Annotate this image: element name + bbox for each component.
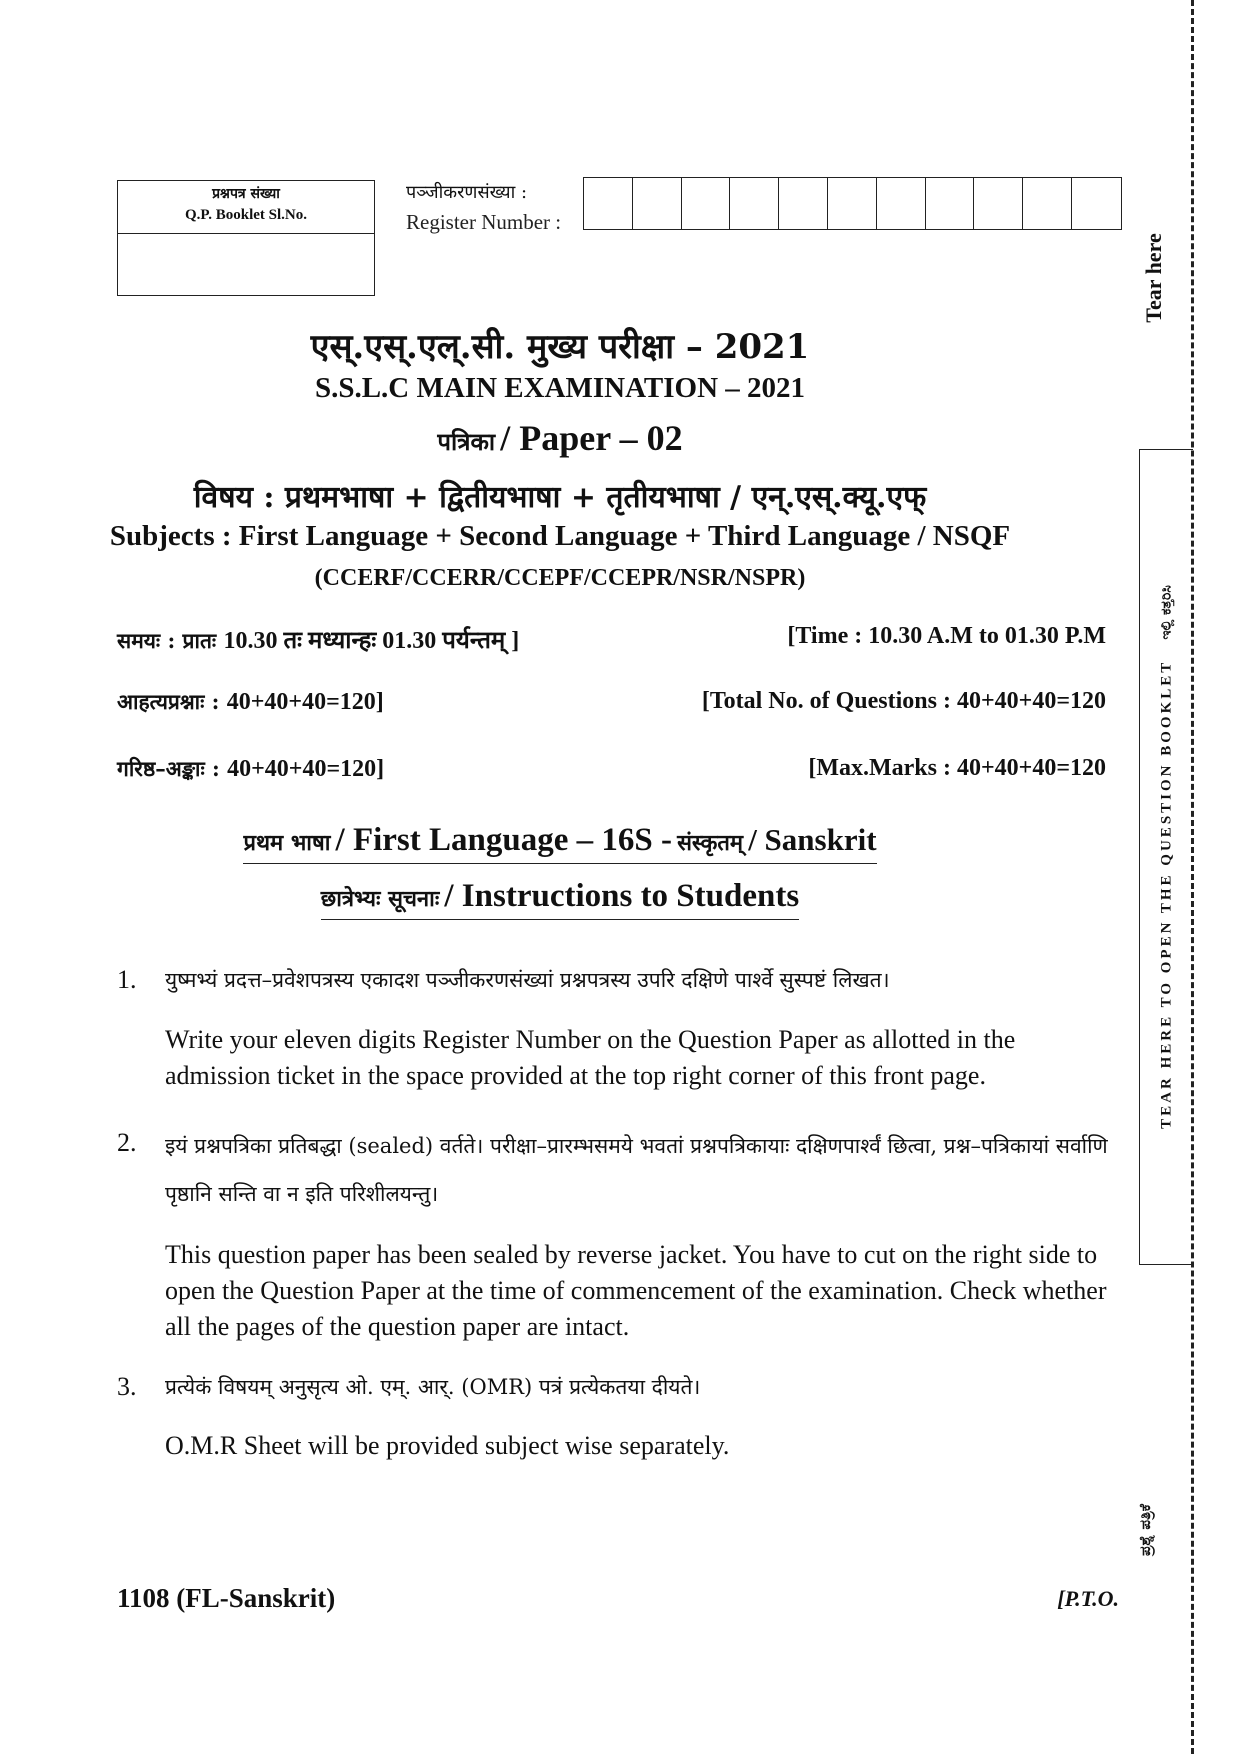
instruction-2-en: This question paper has been sealed by reverse jacket. You have to cut on the right side to open the Question Paper at the time of commencement of the examination. Check whether all the pages of the question paper are intact. <box>165 1240 1107 1341</box>
register-digit-cell[interactable] <box>926 178 975 229</box>
register-digit-cell[interactable] <box>828 178 877 229</box>
questions-en: [Total No. of Questions : 40+40+40=120 <box>701 688 1106 714</box>
time-hi <box>117 623 519 656</box>
register-number-grid[interactable] <box>583 177 1122 230</box>
qp-booklet-box <box>117 180 375 296</box>
language-line <box>0 822 1120 864</box>
time-hi-label: समयः : प्रातः <box>117 628 217 653</box>
qp-booklet-label-en: Q.P. Booklet Sl.No. <box>185 207 307 223</box>
tear-instruction-text <box>1158 585 1175 1129</box>
instruction-3-en: O.M.R Sheet will be provided subject wise separately. <box>165 1431 730 1460</box>
register-digit-cell[interactable] <box>1023 178 1072 229</box>
side-code-text: ಪ್ರಶ್ನೆ ಪತ್ರಿಕೆ <box>1136 1504 1154 1556</box>
exam-title-hi: एस्.एस्.एल्.सी. मुख्य परीक्षा – 2021 <box>310 327 810 367</box>
register-digit-cell[interactable] <box>1072 178 1121 229</box>
instructions-title <box>0 878 1120 920</box>
side-code-label <box>1130 1470 1160 1590</box>
register-digit-cell[interactable] <box>584 178 633 229</box>
register-label-hi: पञ्जीकरणसंख्या : <box>406 182 528 203</box>
marks-hi-label: गरिष्ठ–अङ्काः : <box>117 756 220 781</box>
register-digit-cell[interactable] <box>633 178 682 229</box>
subject-line-hi: विषय : प्रथमभाषा + द्वितीयभाषा + तृतीयभाषा / एन्.एस्.क्यू.एफ् <box>193 480 927 515</box>
instruction-3-hi: प्रत्येकं विषयम् अनुसृत्य ओ. एम्. आर्. (OMR) पत्रं प्रत्येकतया दीयते। <box>165 1375 701 1399</box>
instructions-title-hi: छात्रेभ्यः सूचनाः <box>320 886 440 912</box>
instruction-1-hi: युष्मभ्यं प्रदत्त–प्रवेशपत्रस्य एकादश पञ्जीकरणसंख्यां प्रश्नपत्रस्य उपरि दक्षिणे पार्श्वे सुस्पष्टं लिखत। <box>165 968 890 992</box>
instruction-number: 1. <box>117 965 137 994</box>
paper-label-hi: पत्रिका <box>437 427 496 456</box>
language-line-underline <box>243 822 876 864</box>
paper-code: 1108 (FL-Sanskrit) <box>117 1583 336 1613</box>
tear-here-label <box>1142 225 1166 330</box>
instruction-number: 2. <box>117 1128 137 1157</box>
questions-hi <box>117 688 384 716</box>
time-en: [Time : 10.30 A.M to 01.30 P.M <box>787 623 1106 649</box>
language-hi-1: प्रथम भाषा <box>243 830 331 856</box>
tear-instruction-kn: ಇಲ್ಲಿ ಕತ್ತರಿಸಿ <box>1158 585 1174 640</box>
register-digit-cell[interactable] <box>974 178 1023 229</box>
register-digit-cell[interactable] <box>779 178 828 229</box>
pto-label: [P.T.O. <box>1057 1586 1119 1611</box>
qp-booklet-label-hi: प्रश्नपत्र संख्या <box>212 186 280 202</box>
subject-line-en: Subjects : First Language + Second Language + Third Language / NSQF <box>109 520 1011 552</box>
language-en-1: / First Language – 16S - <box>335 822 672 858</box>
register-digit-cell[interactable] <box>682 178 731 229</box>
register-digit-cell[interactable] <box>877 178 926 229</box>
register-label-en: Register Number : <box>406 210 562 234</box>
instructions-title-underline <box>321 878 799 920</box>
instruction-1-en: Write your eleven digits Register Number on the Question Paper as allotted in the admission ticket in the space provided at the top right corner of this front page. <box>165 1025 1016 1090</box>
questions-hi-label: आहत्यप्रश्नाः : <box>117 689 220 714</box>
exam-title-en: S.S.L.C MAIN EXAMINATION – 2021 <box>314 372 806 404</box>
qp-booklet-header <box>118 181 374 234</box>
paper-label-en: / Paper – 02 <box>500 418 683 458</box>
paper-line <box>0 417 1120 459</box>
marks-hi-value: 40+40+40=120] <box>227 756 385 782</box>
questions-hi-value: 40+40+40=120] <box>226 689 384 715</box>
tear-instruction-en: TEAR HERE TO OPEN THE QUESTION BOOKLET <box>1158 659 1174 1129</box>
register-digit-cell[interactable] <box>730 178 779 229</box>
tear-here-text: Tear here <box>1141 232 1166 323</box>
subject-codes: (CCERF/CCERR/CCEPF/CCEPR/NSR/NSPR) <box>314 565 806 591</box>
instruction-2-hi: इयं प्रश्नपत्रिका प्रतिबद्धा (sealed) वर्तते। परीक्षा–प्रारम्भसमये भवतां प्रश्नपत्रिकायाः दक्षिणपार्श्वं छित्वा, प्रश्न–पत्रिकायां सर्वाणि पृष्ठानि सन्ति वा न इति परिशीलयन्तु। <box>165 1134 1108 1206</box>
marks-en: [Max.Marks : 40+40+40=120 <box>808 755 1106 781</box>
instructions-title-en: / Instructions to Students <box>444 878 800 914</box>
time-hi-value: 10.30 तः मध्यान्हः 01.30 पर्यन्तम् ] <box>223 628 520 654</box>
language-hi-2: संस्कृतम् <box>677 830 744 856</box>
qp-booklet-number-field[interactable] <box>118 234 374 295</box>
tear-instruction-box <box>1139 449 1193 1265</box>
language-en-2: / Sanskrit <box>748 822 877 857</box>
marks-hi <box>117 755 384 783</box>
instruction-number: 3. <box>117 1372 137 1401</box>
